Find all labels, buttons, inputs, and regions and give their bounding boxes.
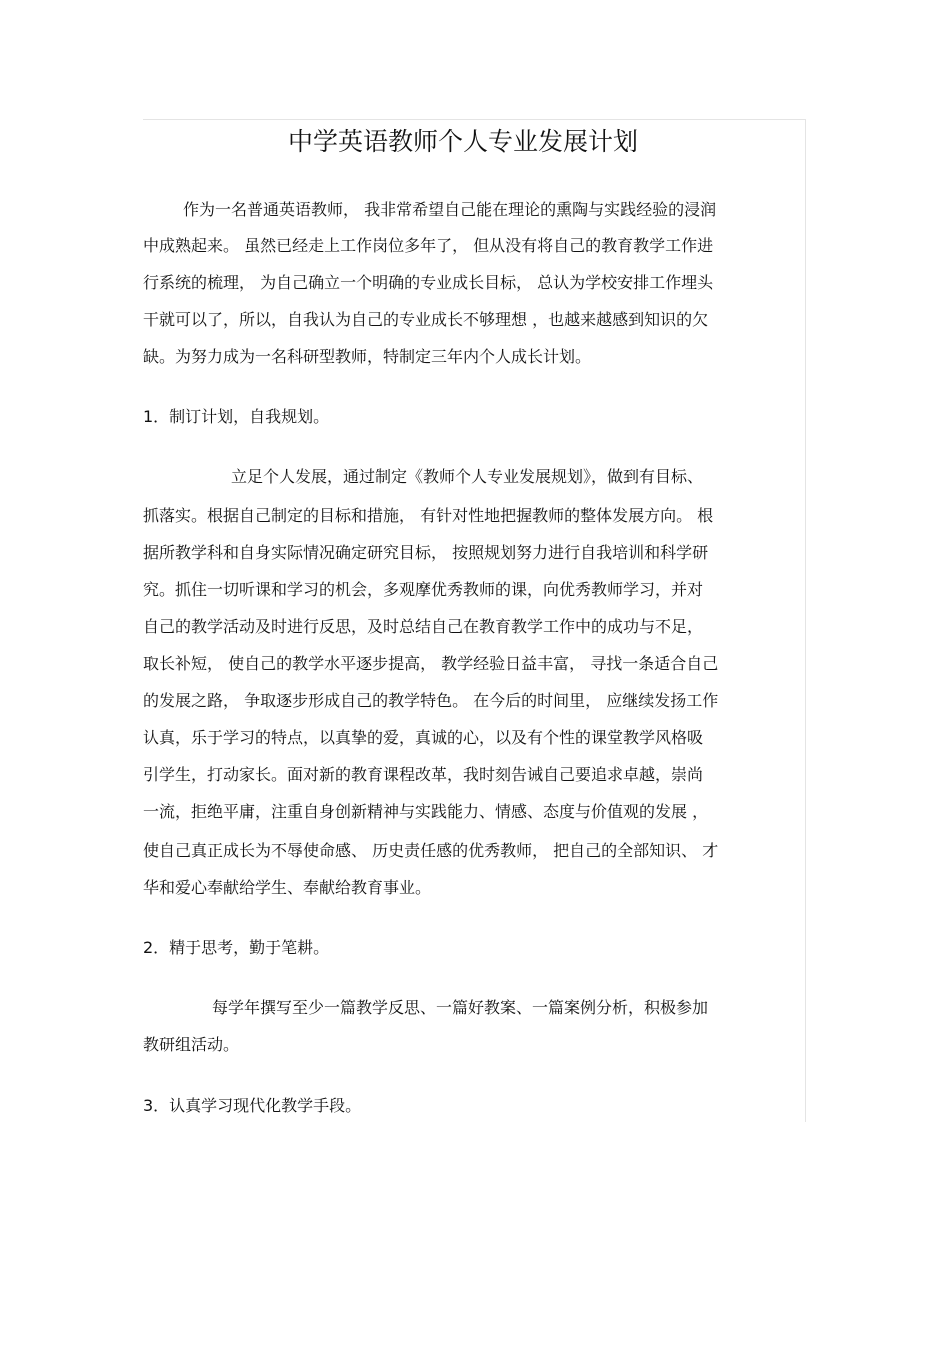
text-line: 干就可以了，所以，自我认为自己的专业成长不够理想 ，也越来越感到知识的欠	[143, 310, 709, 329]
text-line: 自己的教学活动及时进行反思，及时总结自己在教育教学工作中的成功与不足，	[143, 617, 704, 636]
text-line: 抓落实。根据自己制定的目标和措施， 有针对性地把握教师的整体发展方向。 根	[143, 506, 714, 525]
text-line: 认真，乐于学习的特点，以真挚的爱，真诚的心，以及有个性的课堂教学风格吸	[143, 728, 704, 747]
text-line: 一流，拒绝平庸，注重自身创新精神与实践能力、情感、态度与价值观的发展 ，	[143, 802, 709, 821]
section-2-heading: 2．精于思考，勤于笔耕。	[143, 938, 330, 957]
text-line: 的发展之路， 争取逐步形成自己的教学特色。 在今后的时间里， 应继续发扬工作	[143, 691, 719, 710]
text-line: 行系统的梳理， 为自己确立一个明确的专业成长目标， 总认为学校安排工作埋头	[143, 273, 714, 292]
section-3-heading: 3．认真学习现代化教学手段。	[143, 1096, 362, 1115]
text-line: 据所教学科和自身实际情况确定研究目标， 按照规划努力进行自我培训和科学研	[143, 543, 709, 562]
text-line: 华和爱心奉献给学生、奉献给教育事业。	[143, 878, 432, 897]
text-line: 中成熟起来。 虽然已经走上工作岗位多年了， 但从没有将自己的教育教学工作进	[143, 236, 714, 255]
text-line: 取长补短， 使自己的教学水平逐步提高， 教学经验日益丰富， 寻找一条适合自己	[143, 654, 719, 673]
page-title: 中学英语教师个人专业发展计划	[287, 127, 638, 156]
text-line: 教研组活动。	[143, 1035, 240, 1054]
text-line: 缺。为努力成为一名科研型教师，特制定三年内个人成长计划。	[143, 347, 592, 366]
text-line: 作为一名普通英语教师， 我非常希望自己能在理论的熏陶与实践经验的浸润	[183, 200, 717, 219]
text-line: 每学年撰写至少一篇教学反思、一篇好教案、一篇案例分析，积极参加	[212, 998, 709, 1017]
text-line: 究。抓住一切听课和学习的机会，多观摩优秀教师的课，向优秀教师学习，并对	[143, 580, 704, 599]
text-line: 使自己真正成长为不辱使命感、 历史责任感的优秀教师， 把自己的全部知识、 才	[143, 841, 719, 860]
text-line: 引学生，打动家长。面对新的教育课程改革，我时刻告诫自己要追求卓越，崇尚	[143, 765, 704, 784]
section-1-heading: 1．制订计划，自我规划。	[143, 407, 330, 426]
text-line: 立足个人发展，通过制定《教师个人专业发展规划》，做到有目标、	[231, 467, 704, 486]
